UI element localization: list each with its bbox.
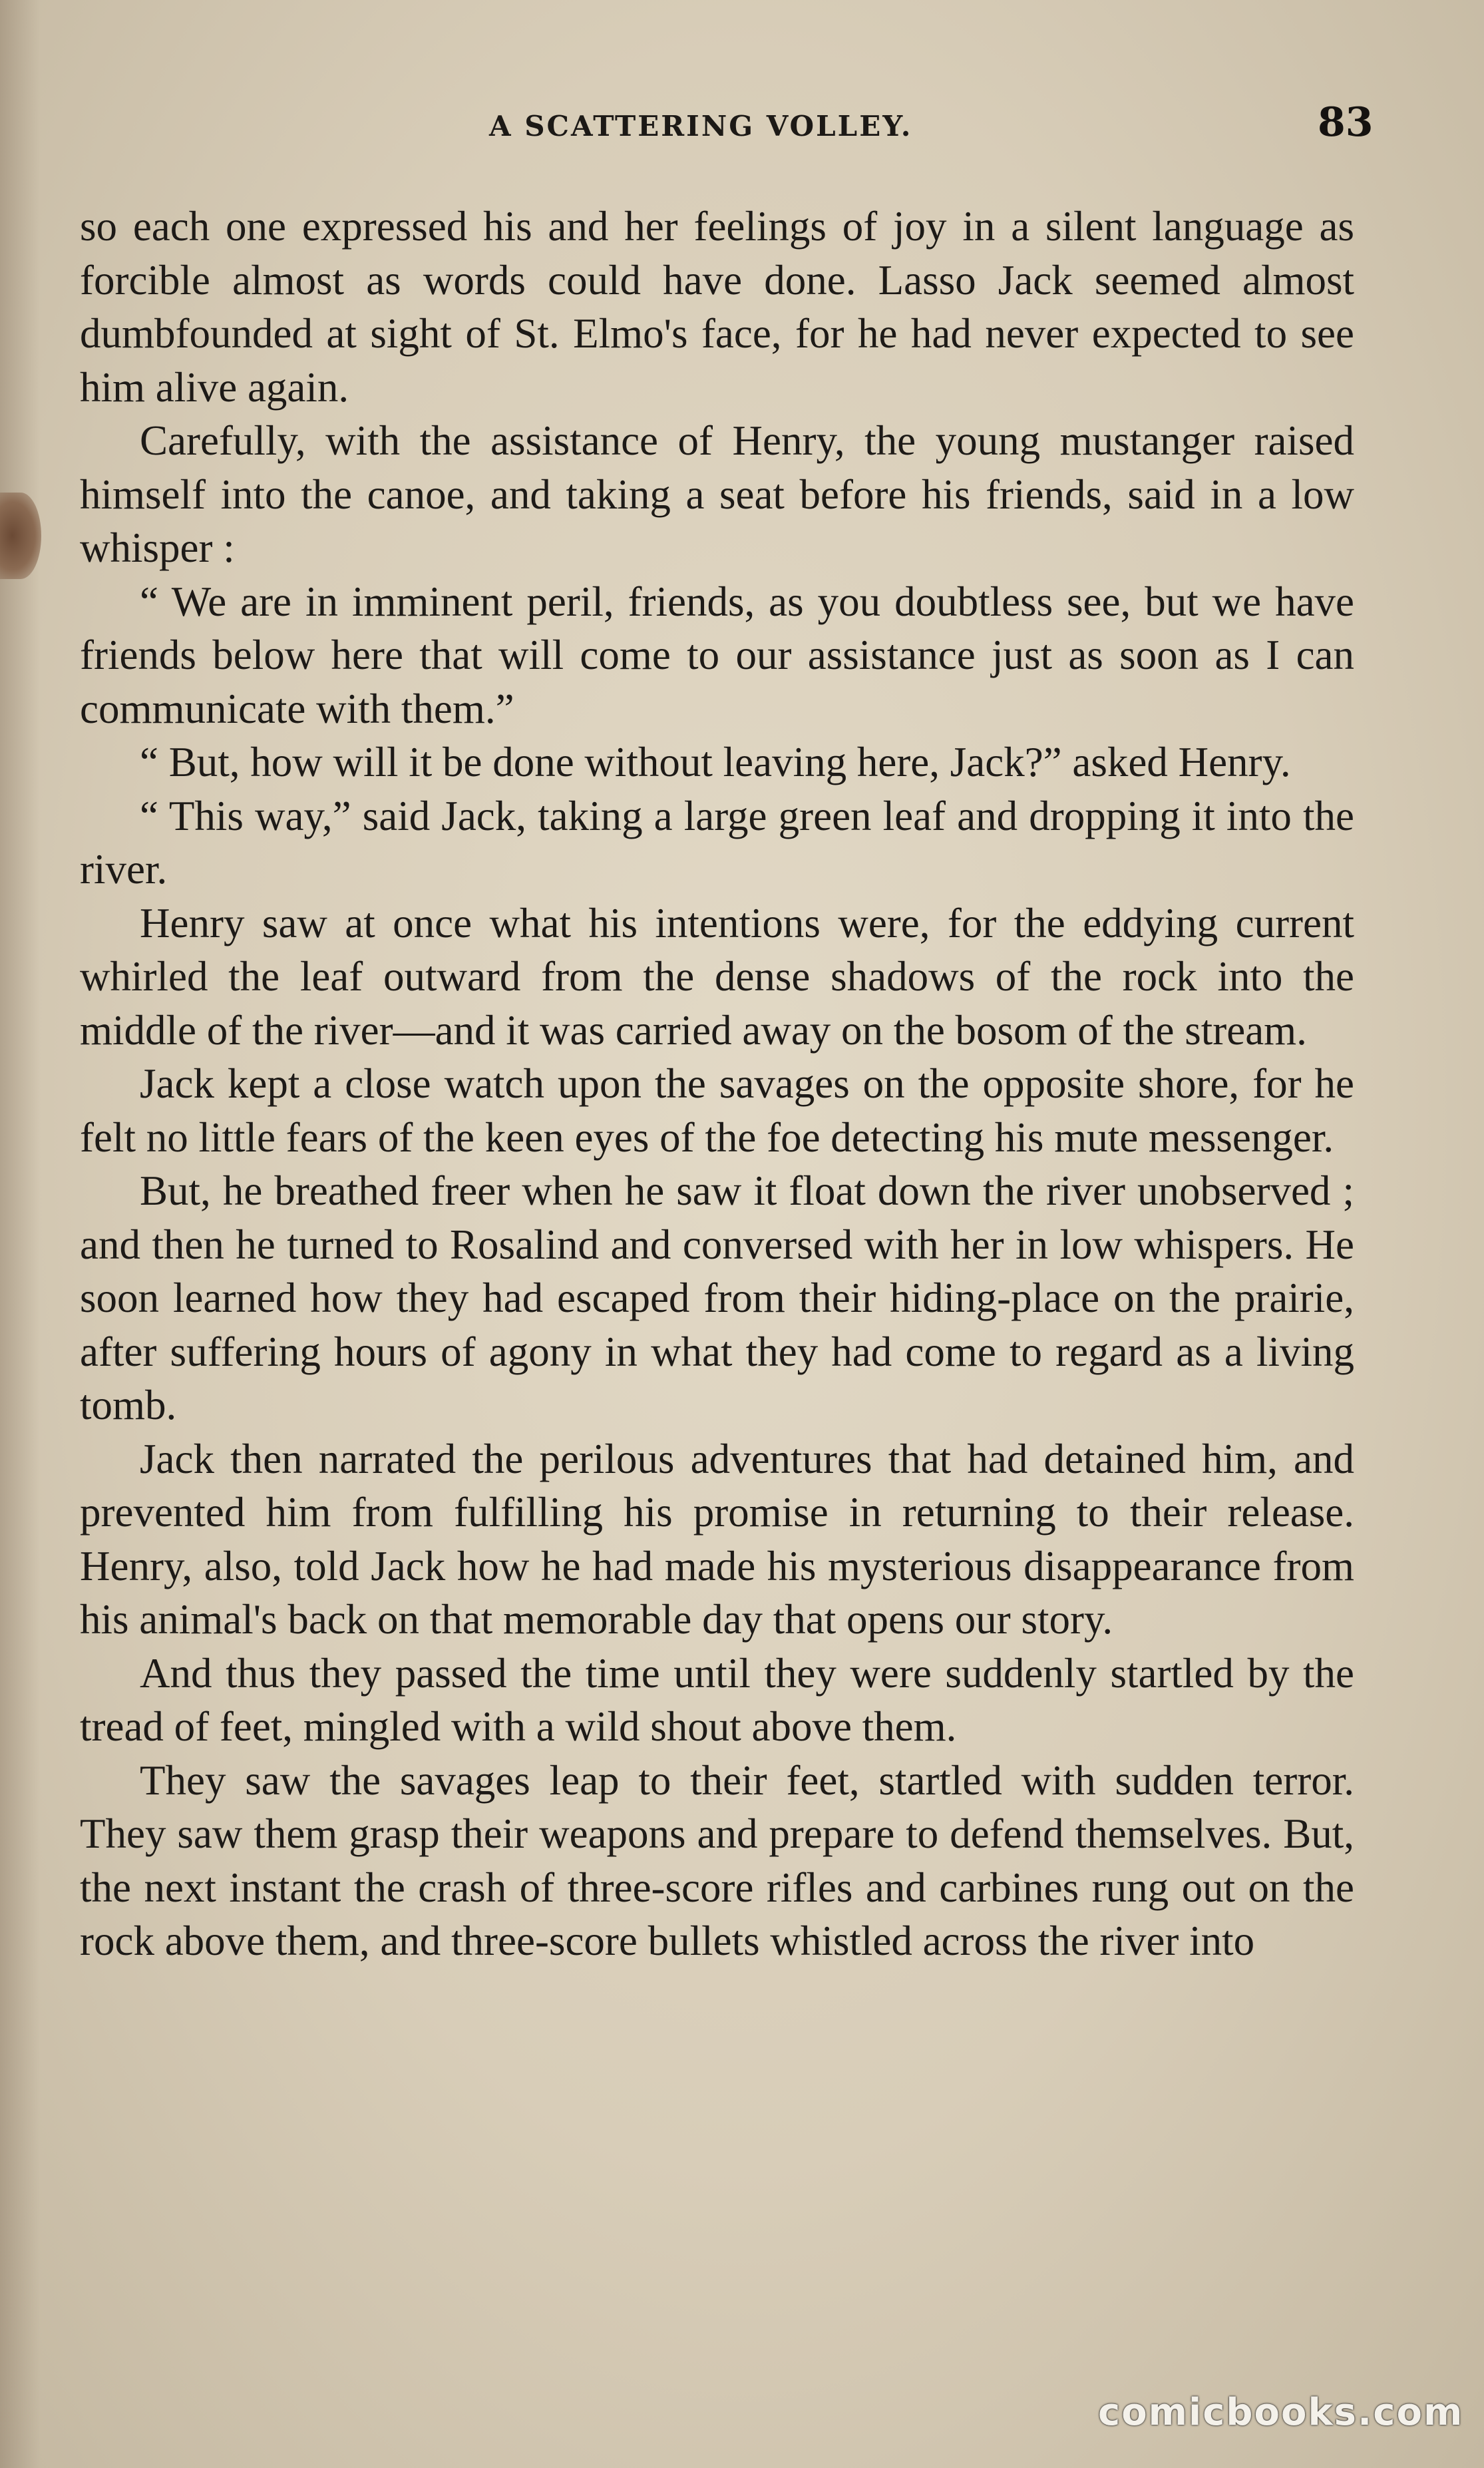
page-number: 83	[1318, 99, 1374, 146]
paragraph: Henry saw at once what his intentions were, for the eddying current whirled the leaf outward from the dense shadows of the rock into the middle of the river—and it was carried away on the bosom of the stream.	[80, 899, 1354, 1054]
paragraph: so each one expressed his and her feelings of joy in a silent language as forcible almost as words could have done. Lasso Jack seemed almost dumbfounded at sight of St. Elmo's face, for he had never expected to see him alive again.	[80, 203, 1354, 411]
paragraph: “ We are in imminent peril, friends, as you doubtless see, but we have friends below here that will come to our assistance just as soon as I can communicate with them.”	[80, 578, 1354, 732]
chapter-title: A SCATTERING VOLLEY.	[489, 110, 913, 142]
paragraph: They saw the savages leap to their feet, startled with sudden terror. They saw them grasp their weapons and prepare to defend themselves. But, the next instant the crash of three-score rifles and carbines rung out on the rock above them, and three-score bullets whistled across the river into	[80, 1756, 1354, 1964]
paragraph: And thus they passed the time until they were suddenly startled by the tread of feet, mingled with a wild shout above them.	[80, 1649, 1354, 1750]
paragraph: Jack then narrated the perilous adventures that had detained him, and prevented him from fulfilling his promise in returning to their release. Henry, also, told Jack how he had made his mysterious disappearance from his animal's back on that memorable day that opens our story.	[80, 1435, 1354, 1643]
body-text	[80, 200, 1354, 1968]
paragraph: Jack kept a close watch upon the savages on the opposite shore, for he felt no little fears of the keen eyes of the foe detecting his mute messenger.	[80, 1060, 1354, 1161]
paragraph: “ This way,” said Jack, taking a large green leaf and dropping it into the river.	[80, 792, 1354, 893]
site-watermark: comicbooks.com	[1098, 2391, 1464, 2434]
paragraph: But, he breathed freer when he saw it float down the river unobserved ; and then he turned to Rosalind and conversed with her in low whispers. He soon learned how they had escaped from their hiding-place on the prairie, after suffering hours of agony in what they had come to regard as a living tomb.	[80, 1167, 1354, 1428]
running-head	[0, 100, 1484, 153]
stain-mark	[0, 493, 41, 579]
paragraph: “ But, how will it be done without leaving here, Jack?” asked Henry.	[140, 739, 1291, 785]
binding-shadow	[0, 0, 40, 2468]
paragraph: Carefully, with the assistance of Henry, the young mustanger raised himself into the canoe, and taking a seat before his friends, said in a low whisper :	[80, 417, 1354, 571]
